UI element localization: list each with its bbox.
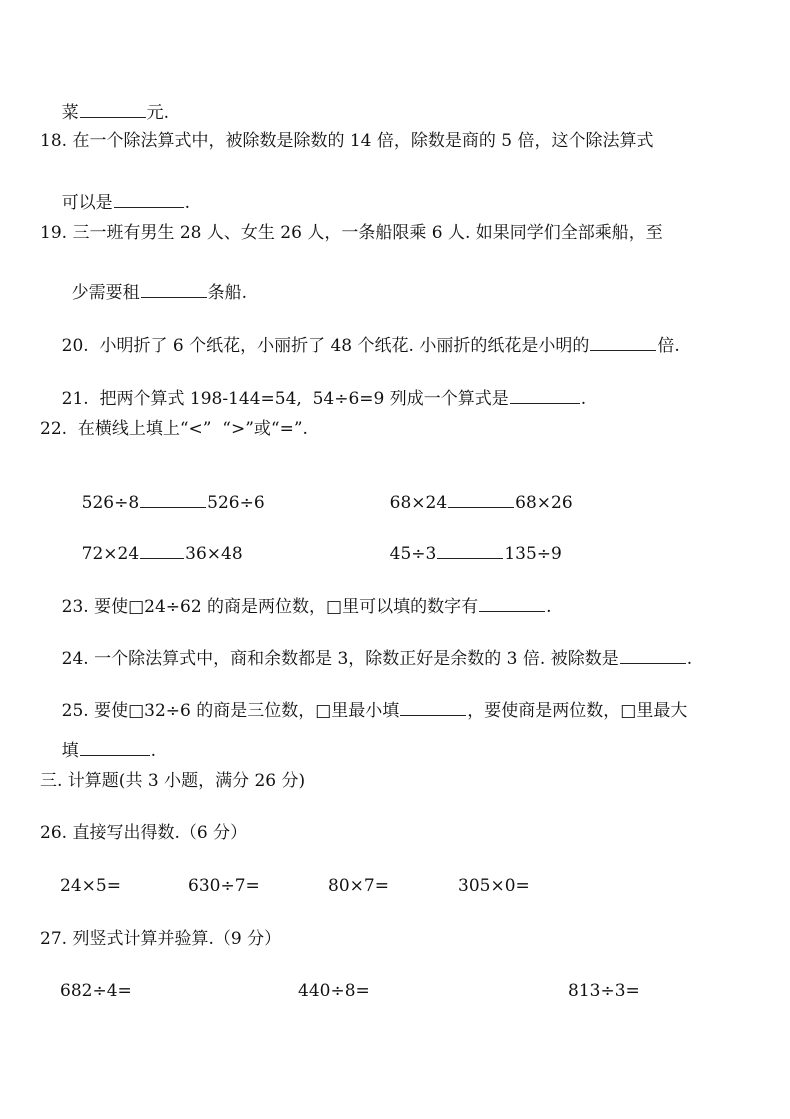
answer-blank[interactable] [437, 543, 503, 559]
mental-calc-item: 24×5= [60, 876, 121, 896]
q19-line2-text: 少需要租 [71, 283, 140, 303]
question-26-title: 26. 直接写出得数.（6 分） [40, 823, 248, 843]
answer-blank[interactable] [141, 282, 207, 298]
question-18-line1: 18. 在一个除法算式中，被除数是除数的 14 倍，除数是商的 5 倍，这个除法算式 [40, 131, 654, 151]
q21-text: 21. 把两个算式 198-144=54, 54÷6=9 列成一个算式是 [61, 389, 509, 409]
q23-text: 23. 要使□24÷62 的商是两位数，□里可以填的数字有 [61, 597, 479, 617]
q19-line2-end: 条船. [207, 283, 248, 303]
compare-left: 68×24 [389, 493, 448, 513]
answer-blank[interactable] [80, 102, 146, 118]
q21-end: . [580, 389, 587, 409]
compare-left: 72×24 [81, 544, 140, 564]
answer-blank[interactable] [400, 700, 466, 716]
mental-calc-item: 305×0= [458, 876, 530, 896]
compare-left: 526÷8 [81, 493, 140, 513]
answer-blank[interactable] [620, 648, 686, 664]
answer-blank[interactable] [114, 192, 184, 208]
q18-line2-text: 可以是 [61, 193, 113, 213]
q20-text: 20. 小明折了 6 个纸花，小丽折了 48 个纸花. 小丽折的纸花是小明的 [61, 336, 590, 356]
vertical-calc-item: 813÷3= [568, 981, 640, 1001]
answer-blank[interactable] [140, 543, 184, 559]
q24-text: 24. 一个除法算式中，商和余数都是 3，除数正好是余数的 3 倍. 被除数是 [61, 649, 619, 669]
compare-right: 526÷6 [207, 493, 265, 513]
question-19-line1: 19. 三一班有男生 28 人、女生 26 人，一条船限乘 6 人. 如果同学们全部乘船，至 [40, 223, 663, 243]
compare-left: 45÷3 [389, 544, 437, 564]
mental-calc-item: 80×7= [328, 876, 389, 896]
answer-blank[interactable] [479, 596, 545, 612]
answer-blank[interactable] [510, 388, 580, 404]
answer-blank[interactable] [80, 740, 150, 756]
answer-blank[interactable] [140, 492, 206, 508]
question-22: 22. 在横线上填上“<” “>”或“=”. [40, 419, 308, 439]
answer-blank[interactable] [590, 335, 656, 351]
q20-end: 倍. [657, 336, 680, 356]
q25-text-mid: ，要使商是两位数，□里最大 [467, 701, 688, 721]
q24-end: . [686, 649, 693, 669]
vertical-calc-item: 682÷4= [60, 981, 132, 1001]
q23-end: . [546, 597, 552, 617]
compare-right: 135÷9 [504, 544, 562, 564]
q17-tail-prefix: 菜 [61, 103, 79, 123]
q17-tail-suffix: 元. [146, 103, 170, 123]
compare-right: 36×48 [185, 544, 243, 564]
section-3-title: 三. 计算题(共 3 小题，满分 26 分) [40, 771, 306, 791]
compare-right: 68×26 [515, 493, 573, 513]
q25-line2-end: . [150, 741, 157, 761]
q18-line2-end: . [184, 193, 191, 213]
answer-blank[interactable] [448, 492, 514, 508]
q25-text: 25. 要使□32÷6 的商是三位数，□里最小填 [61, 701, 400, 721]
q25-line2-text: 填 [61, 741, 79, 761]
mental-calc-item: 630÷7= [188, 876, 260, 896]
vertical-calc-item: 440÷8= [298, 981, 370, 1001]
question-27-title: 27. 列竖式计算并验算.（9 分） [40, 929, 282, 949]
